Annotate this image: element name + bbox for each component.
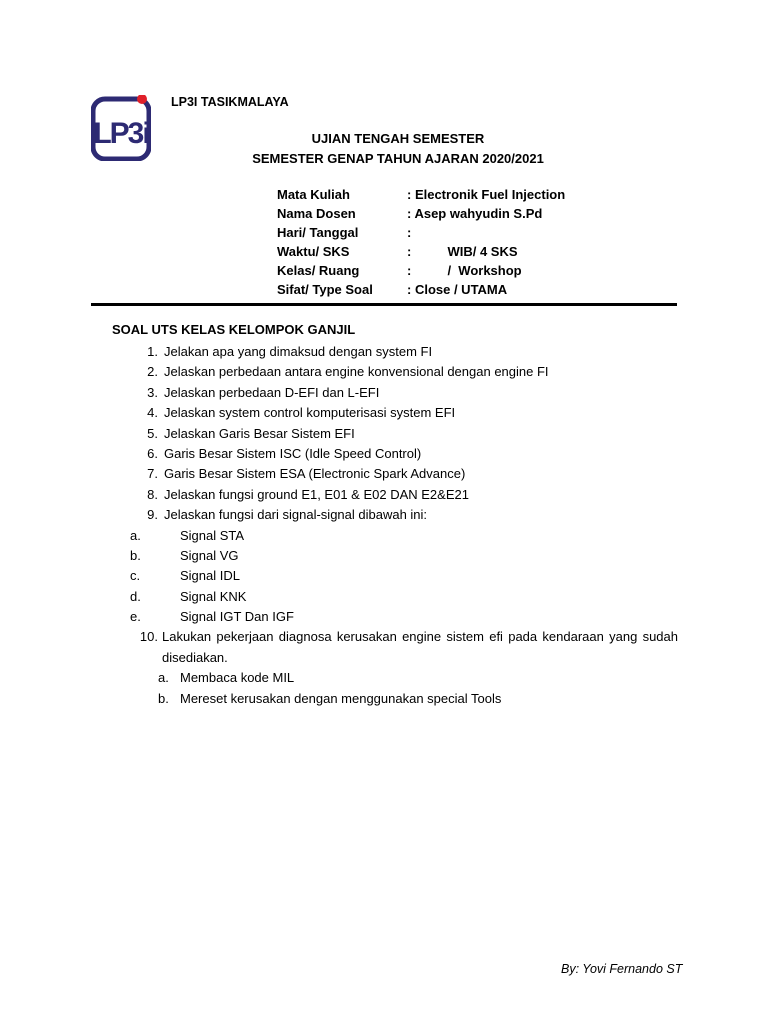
info-row: Kelas/ Ruang : / Workshop — [277, 263, 522, 278]
info-row: Sifat/ Type Soal : Close / UTAMA — [277, 282, 508, 297]
question-item: 4. Jelaskan system control komputerisasi system EFI — [147, 405, 456, 421]
q10-sub-item: a. Membaca kode MIL — [158, 670, 295, 686]
institution-name: LP3I TASIKMALAYA — [171, 95, 289, 109]
question-list — [112, 342, 678, 709]
info-row: Hari/ Tanggal : — [277, 225, 412, 240]
question-item: 9. Jelaskan fungsi dari signal-signal dibawah ini: — [147, 507, 428, 523]
info-row: Mata Kuliah : Electronik Fuel Injection — [277, 187, 566, 202]
info-row: Waktu/ SKS : WIB/ 4 SKS — [277, 244, 518, 259]
question-item: 3. Jelaskan perbedaan D-EFI dan L-EFI — [147, 384, 380, 400]
question-item: 8. Jelaskan fungsi ground E1, E01 & E02 DAN E2&E21 — [147, 486, 469, 502]
svg-text:LP3i: LP3i — [93, 117, 149, 150]
divider-line — [91, 303, 677, 306]
exam-title: UJIAN TENGAH SEMESTER — [311, 131, 485, 146]
signal-item: d. Signal KNK — [130, 588, 247, 604]
question-item: 2. Jelaskan perbedaan antara engine konvensional dengan engine FI — [147, 364, 549, 380]
question-item: 5. Jelaskan Garis Besar Sistem EFI — [147, 425, 355, 441]
signal-item: a. Signal STA — [130, 527, 245, 543]
signal-item: e. Signal IGT Dan IGF — [130, 609, 294, 625]
exam-subtitle: SEMESTER GENAP TAHUN AJARAN 2020/2021 — [252, 151, 544, 166]
signal-item: c. Signal IDL — [130, 568, 240, 584]
info-row: Nama Dosen : Asep wahyudin S.Pd — [277, 206, 543, 221]
question-item: 7. Garis Besar Sistem ESA (Electronic Spark Advance) — [147, 466, 466, 482]
exam-info-table — [277, 187, 565, 301]
question-item: 6. Garis Besar Sistem ISC (Idle Speed Control) — [147, 445, 422, 461]
q10-sub-item: b. Mereset kerusakan dengan menggunakan special Tools — [158, 690, 502, 706]
question-item: 10. Lakukan pekerjaan diagnosa kerusakan engine sistem efi pada kendaraan yang sudah disediakan. — [139, 629, 678, 665]
author-footer: By: Yovi Fernando ST — [561, 962, 683, 976]
signal-item: b. Signal VG — [130, 547, 239, 563]
section-title: SOAL UTS KELAS KELOMPOK GANJIL — [112, 322, 356, 337]
question-item: 1. Jelakan apa yang dimaksud dengan system FI — [147, 344, 433, 359]
